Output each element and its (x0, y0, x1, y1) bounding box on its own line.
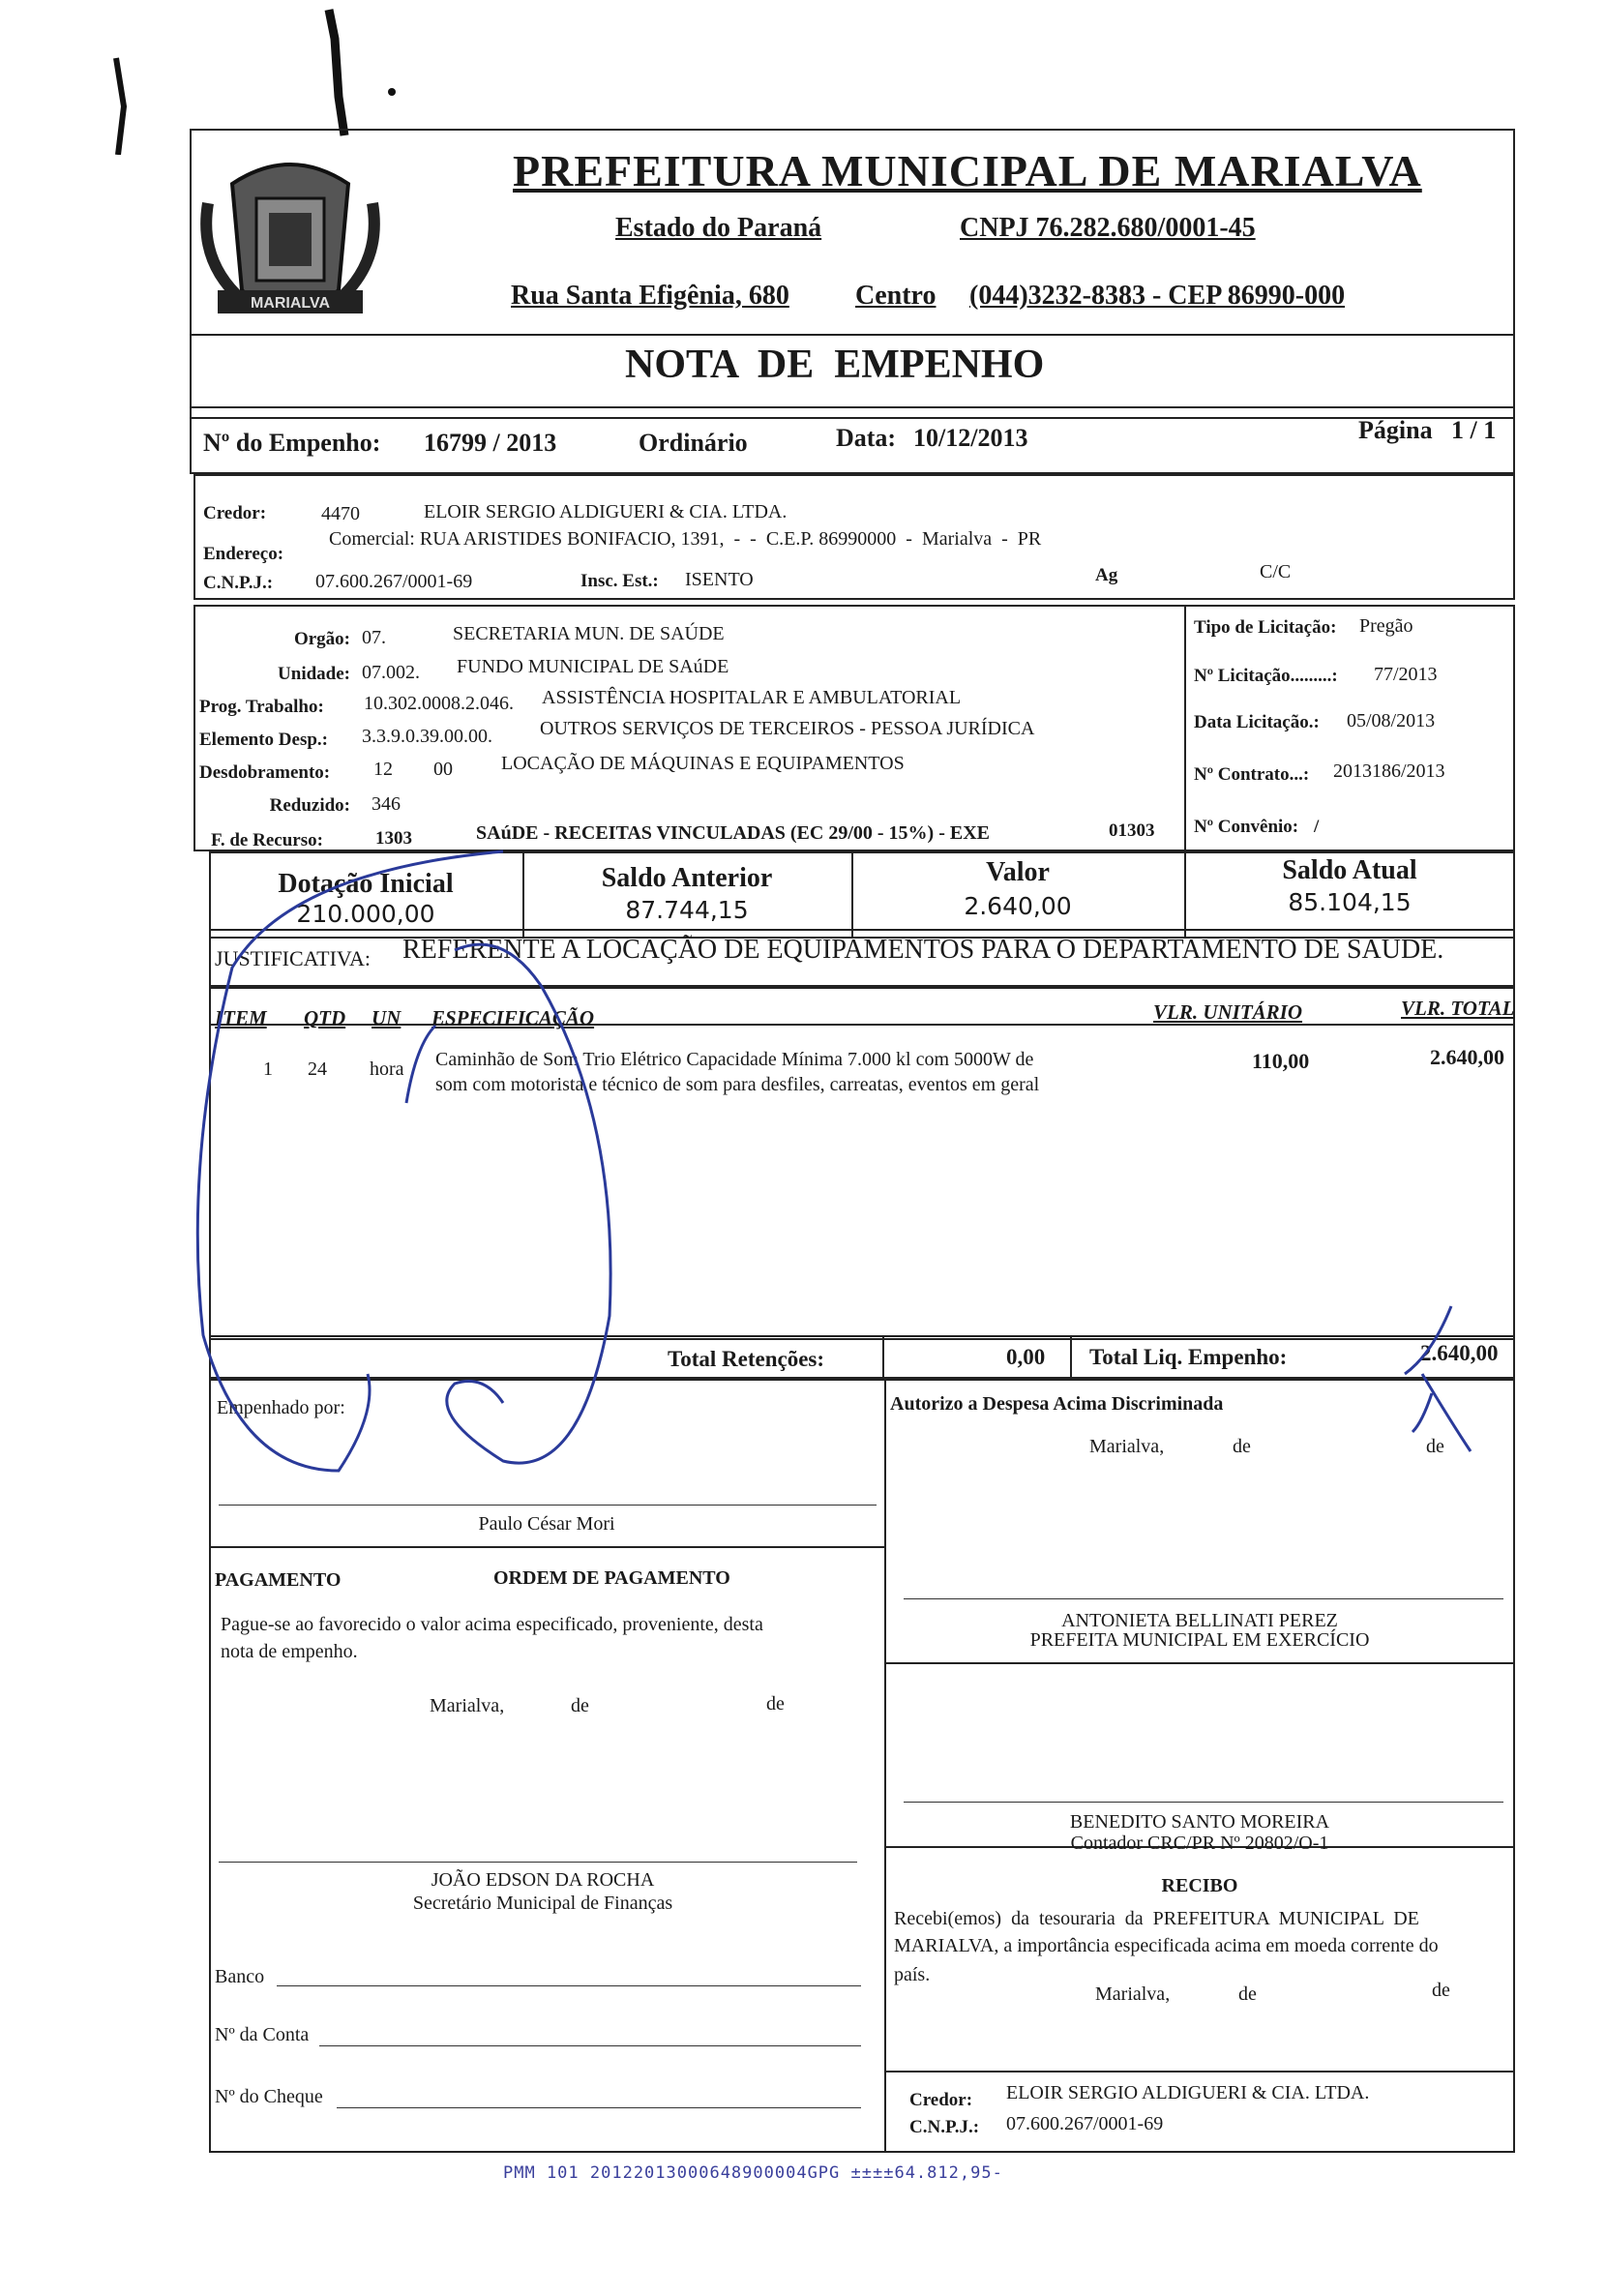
footer-code: PMM 101 20122013000648900004GPG ±±±±64.812,95- (503, 2163, 1003, 2183)
justificativa-label: JUSTIFICATIVA: (215, 946, 371, 970)
total-retencoes-label: Total Retenções: (668, 1347, 825, 1371)
org-name: PREFEITURA MUNICIPAL DE MARIALVA (513, 146, 1422, 195)
cheque-label: Nº do Cheque (215, 2086, 323, 2107)
col-especificacao: ESPECIFICAÇÃO (431, 1006, 595, 1029)
item-valor-unitario: 110,00 (1252, 1049, 1310, 1073)
empenho-type: Ordinário (639, 429, 748, 457)
contrato-label: Nº Contrato...: (1194, 764, 1310, 785)
credor-code: 4470 (321, 503, 360, 524)
credor-name: ELOIR SERGIO ALDIGUERI & CIA. LTDA. (424, 501, 788, 522)
autorizo-signature-line (904, 1598, 1503, 1599)
credor-insc: ISENTO (685, 569, 754, 590)
col-item: ITEM (215, 1006, 267, 1029)
empenhado-bottom-line (209, 1546, 884, 1548)
elemento-name: OUTROS SERVIÇOS DE TERCEIROS - PESSOA JURÍDICA (540, 718, 1035, 739)
dotacao-value: 210.000,00 (296, 900, 435, 928)
banco-label: Banco (215, 1966, 265, 1987)
org-district: Centro (855, 281, 937, 311)
prog-label: Prog. Trabalho: (199, 697, 324, 717)
licitacao-label: Nº Licitação.........: (1194, 666, 1338, 686)
recibo-bottom-line (884, 2071, 1515, 2072)
credor-address: Comercial: RUA ARISTIDES BONIFACIO, 1391, - - C.E.P. 86990000 - Marialva - PR (329, 528, 1042, 550)
reduzido-label: Reduzido: (269, 795, 350, 816)
recibo-de1: de (1238, 1983, 1257, 2005)
orgao-code: 07. (362, 627, 386, 648)
col-qtd: QTD (304, 1006, 346, 1029)
org-phone-cep: (044)3232-8383 - CEP 86990-000 (969, 281, 1346, 311)
page-label: Página (1358, 416, 1433, 444)
autorizo-de2: de (1426, 1436, 1444, 1457)
elemento-label: Elemento Desp.: (199, 730, 328, 750)
recurso-name: SAúDE - RECEITAS VINCULADAS (EC 29/00 - 15%) - EXE (476, 822, 990, 844)
autorizo-name: ANTONIETA BELLINATI PEREZ (1061, 1610, 1338, 1631)
saldo-atual-value: 85.104,15 (1288, 888, 1412, 916)
contrato-number: 2013186/2013 (1333, 760, 1445, 782)
page-number: 1 / 1 (1451, 416, 1497, 444)
org-cnpj: CNPJ 76.282.680/0001-45 (960, 213, 1256, 243)
recibo-text-1: Recebi(emos) da tesouraria da PREFEITURA MUNICIPAL DE (894, 1908, 1419, 1929)
dotacao-label: Dotação Inicial (278, 869, 454, 899)
secretario-name: JOÃO EDSON DA ROCHA (431, 1869, 655, 1891)
org-address: Rua Santa Efigênia, 680 (511, 281, 789, 311)
empenho-number-label: Nº do Empenho: (203, 429, 381, 457)
secretario-signature-line (219, 1862, 857, 1863)
prog-name: ASSISTÊNCIA HOSPITALAR E AMBULATORIAL (542, 687, 962, 708)
justificativa-text: REFERENTE A LOCAÇÃO DE EQUIPAMENTOS PARA O DEPARTAMENTO DE SAUDE. (402, 935, 1444, 965)
valor-label: Valor (986, 857, 1050, 887)
unidade-label: Unidade: (278, 664, 350, 684)
conta-label: Nº da Conta (215, 2024, 310, 2045)
reduzido-code: 346 (372, 793, 401, 815)
ordem-pagamento-label: ORDEM DE PAGAMENTO (493, 1567, 730, 1589)
empenhado-signature-line (219, 1505, 877, 1506)
recibo-cnpj-label: C.N.P.J.: (909, 2117, 980, 2137)
credor-insc-label: Insc. Est.: (580, 571, 659, 591)
pagamento-de1: de (571, 1695, 589, 1716)
recurso-code: 1303 (375, 828, 412, 849)
credor-cnpj-label: C.N.P.J.: (203, 573, 274, 593)
item-valor-total: 2.640,00 (1430, 1045, 1504, 1069)
totals-divider-2 (1070, 1335, 1072, 1379)
doc-title: NOTA DE EMPENHO (625, 343, 1045, 387)
saldo-atual-label: Saldo Atual (1282, 855, 1417, 885)
prog-code: 10.302.0008.2.046. (364, 693, 514, 714)
orgao-name: SECRETARIA MUN. DE SAÚDE (453, 623, 725, 644)
unidade-code: 07.002. (362, 662, 420, 683)
desdobramento-sub: 00 (433, 759, 453, 780)
recibo-title: RECIBO (1161, 1875, 1238, 1896)
recibo-de2: de (1432, 1980, 1450, 2001)
col-valor-total: VLR. TOTAL (1401, 997, 1515, 1020)
recibo-credor: ELOIR SERGIO ALDIGUERI & CIA. LTDA. (1006, 2082, 1370, 2103)
item-desc-line1: Caminhão de Som Trio Elétrico Capacidade Mínima 7.000 kl com 5000W de (435, 1049, 1034, 1070)
pagamento-text-1: Pague-se ao favorecido o valor acima especificado, proveniente, desta (221, 1614, 763, 1635)
credor-cnpj: 07.600.267/0001-69 (315, 571, 473, 592)
empenho-date-label: Data: (836, 424, 897, 452)
empenhado-name: Paulo César Mori (478, 1513, 615, 1535)
pagamento-label: PAGAMENTO (215, 1569, 342, 1591)
desdobramento-name: LOCAÇÃO DE MÁQUINAS E EQUIPAMENTOS (501, 753, 905, 774)
items-header-line (209, 1024, 1515, 1026)
credor-ag-label: Ag (1095, 565, 1118, 585)
tipo-licitacao: Pregão (1359, 615, 1413, 637)
item-qtd: 24 (308, 1059, 327, 1080)
credor-address-label: Endereço: (203, 544, 284, 564)
totals-divider-1 (882, 1335, 884, 1379)
col-un: UN (372, 1006, 402, 1029)
item-number: 1 (263, 1059, 273, 1080)
municipal-crest-icon (193, 145, 387, 339)
credor-cc-label: C/C (1260, 561, 1292, 582)
credor-label: Credor: (203, 503, 267, 523)
convenio-label: Nº Convênio: (1194, 817, 1299, 837)
contador-role: Contador CRC/PR Nº 20802/O-1 (1070, 1833, 1329, 1854)
recibo-text-2: MARIALVA, a importância especificada acima em moeda corrente do (894, 1935, 1439, 1956)
tipo-licitacao-label: Tipo de Licitação: (1194, 617, 1337, 638)
contador-name: BENEDITO SANTO MOREIRA (1069, 1811, 1330, 1833)
total-liq-label: Total Liq. Empenho: (1089, 1345, 1288, 1369)
org-state: Estado do Paraná (615, 213, 822, 243)
valor-value: 2.640,00 (964, 892, 1072, 920)
desdobramento-code: 12 (373, 759, 393, 780)
secretario-role: Secretário Municipal de Finanças (412, 1893, 673, 1914)
crest-text: MARIALVA (250, 295, 331, 312)
pagamento-text-2: nota de empenho. (221, 1641, 358, 1662)
recurso-label: F. de Recurso: (211, 830, 323, 850)
conta-field[interactable] (319, 2045, 861, 2046)
cheque-field[interactable] (337, 2107, 861, 2108)
convenio-value: / (1314, 817, 1320, 837)
empenho-number: 16799 / 2013 (424, 429, 557, 457)
recibo-city: Marialva, (1095, 1983, 1171, 2005)
header-divider (190, 334, 1515, 336)
unidade-name: FUNDO MUNICIPAL DE SAúDE (457, 656, 729, 677)
total-retencoes: 0,00 (1006, 1345, 1046, 1369)
orgao-label: Orgão: (293, 629, 350, 649)
autorizo-role: PREFEITA MUNICIPAL EM EXERCÍCIO (1029, 1629, 1370, 1651)
autorizo-de1: de (1233, 1436, 1251, 1457)
lower-center-divider (884, 1379, 886, 2153)
saldo-anterior-value: 87.744,15 (625, 896, 749, 924)
saldo-anterior-label: Saldo Anterior (601, 863, 773, 893)
recibo-credor-label: Credor: (909, 2090, 973, 2110)
recibo-cnpj: 07.600.267/0001-69 (1006, 2113, 1164, 2134)
pagamento-de2: de (766, 1693, 785, 1715)
desdobramento-label: Desdobramento: (199, 762, 331, 783)
totals-box (209, 1335, 1515, 1379)
licitacao-number: 77/2013 (1374, 664, 1438, 685)
items-box (209, 987, 1515, 1340)
elemento-code: 3.3.9.0.39.00.00. (362, 726, 492, 747)
item-desc-line2: som com motorista e técnico de som para desfiles, carreatas, eventos em geral (435, 1074, 1040, 1095)
empenhado-label: Empenhado por: (217, 1397, 345, 1418)
banco-field[interactable] (277, 1985, 861, 1986)
budget-divider (1184, 605, 1186, 851)
recibo-text-3: país. (894, 1964, 931, 1985)
recurso-num: 01303 (1109, 820, 1155, 841)
lower-box (209, 1379, 1515, 2153)
total-liq: 2.640,00 (1420, 1341, 1499, 1365)
autorizo-city: Marialva, (1089, 1436, 1165, 1457)
item-un: hora (370, 1059, 404, 1080)
autorizo-label: Autorizo a Despesa Acima Discriminada (890, 1393, 1224, 1415)
data-licitacao-label: Data Licitação.: (1194, 712, 1320, 732)
autorizo-bottom-line (884, 1662, 1515, 1664)
contador-signature-line (904, 1802, 1503, 1803)
data-licitacao: 05/08/2013 (1347, 710, 1436, 731)
col-valor-unitario: VLR. UNITÁRIO (1153, 1000, 1303, 1024)
empenho-date: 10/12/2013 (913, 424, 1028, 452)
pagamento-city: Marialva, (430, 1695, 505, 1716)
